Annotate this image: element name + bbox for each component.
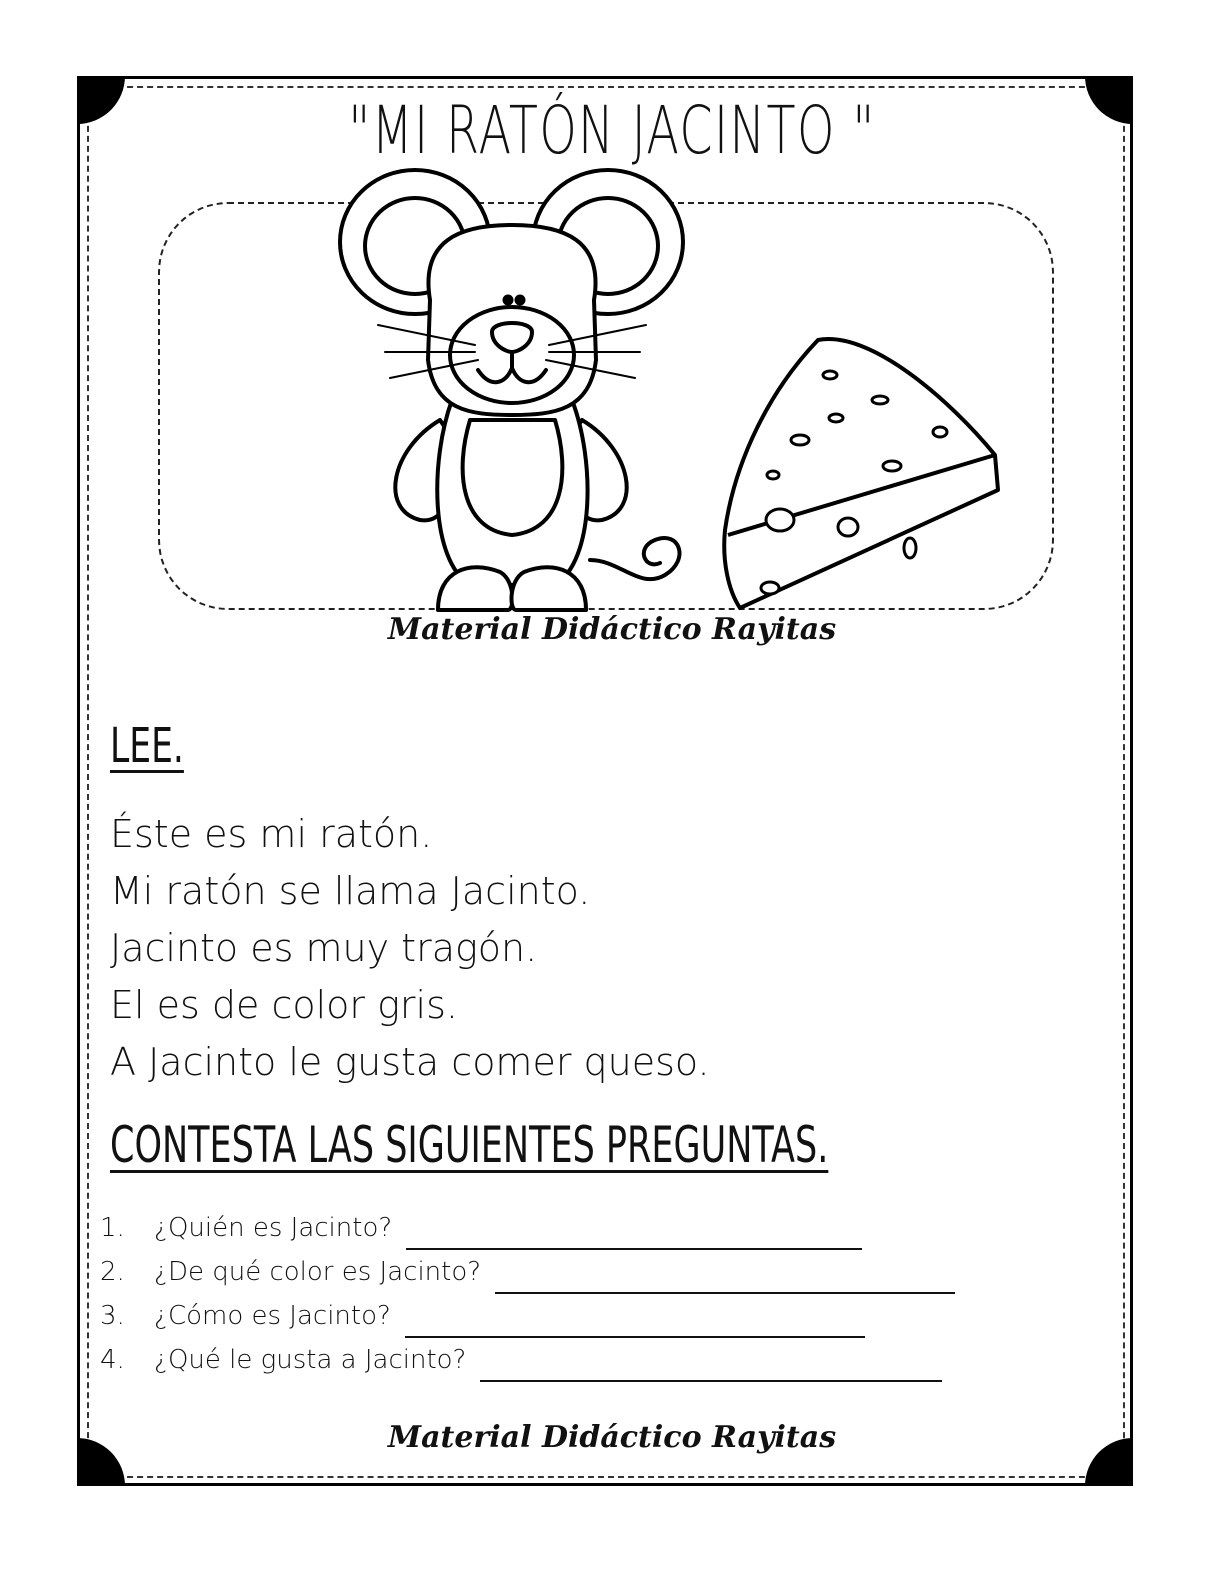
question-number: 1. <box>100 1213 125 1243</box>
illustration <box>0 0 1224 640</box>
question-number: 2. <box>100 1257 125 1287</box>
story-line: Mi ratón se llama Jacinto. <box>110 869 591 913</box>
story-line: Jacinto es muy tragón. <box>110 926 538 970</box>
question-item <box>100 1294 955 1338</box>
story-text <box>110 806 710 1091</box>
page-title: "MI RATÓN JACINTO " <box>348 92 876 169</box>
story-line: Éste es mi ratón. <box>110 812 433 856</box>
question-text: ¿Qué le gusta a Jacinto? <box>154 1345 467 1375</box>
question-number: 4. <box>100 1345 125 1375</box>
question-list <box>100 1206 955 1382</box>
answer-line[interactable] <box>495 1264 955 1294</box>
question-text: ¿De qué color es Jacinto? <box>154 1257 482 1287</box>
story-line: El es de color gris. <box>110 983 458 1027</box>
story-line: A Jacinto le gusta comer queso. <box>110 1040 710 1084</box>
answer-line[interactable] <box>406 1220 862 1250</box>
answer-line[interactable] <box>480 1352 942 1382</box>
mouse-illustration <box>340 170 683 610</box>
question-number: 3. <box>100 1301 125 1331</box>
question-item <box>100 1206 955 1250</box>
brand-watermark: Material Didáctico Rayitas <box>387 1420 837 1455</box>
question-item <box>100 1338 955 1382</box>
read-heading: LEE. <box>110 718 184 774</box>
answer-line[interactable] <box>405 1308 865 1338</box>
questions-heading: CONTESTA LAS SIGUIENTES PREGUNTAS. <box>110 1116 829 1174</box>
cheese-illustration <box>724 339 998 608</box>
question-item <box>100 1250 955 1294</box>
brand-watermark: Material Didáctico Rayitas <box>387 612 837 647</box>
question-text: ¿Quién es Jacinto? <box>154 1213 393 1243</box>
question-text: ¿Cómo es Jacinto? <box>154 1301 391 1331</box>
